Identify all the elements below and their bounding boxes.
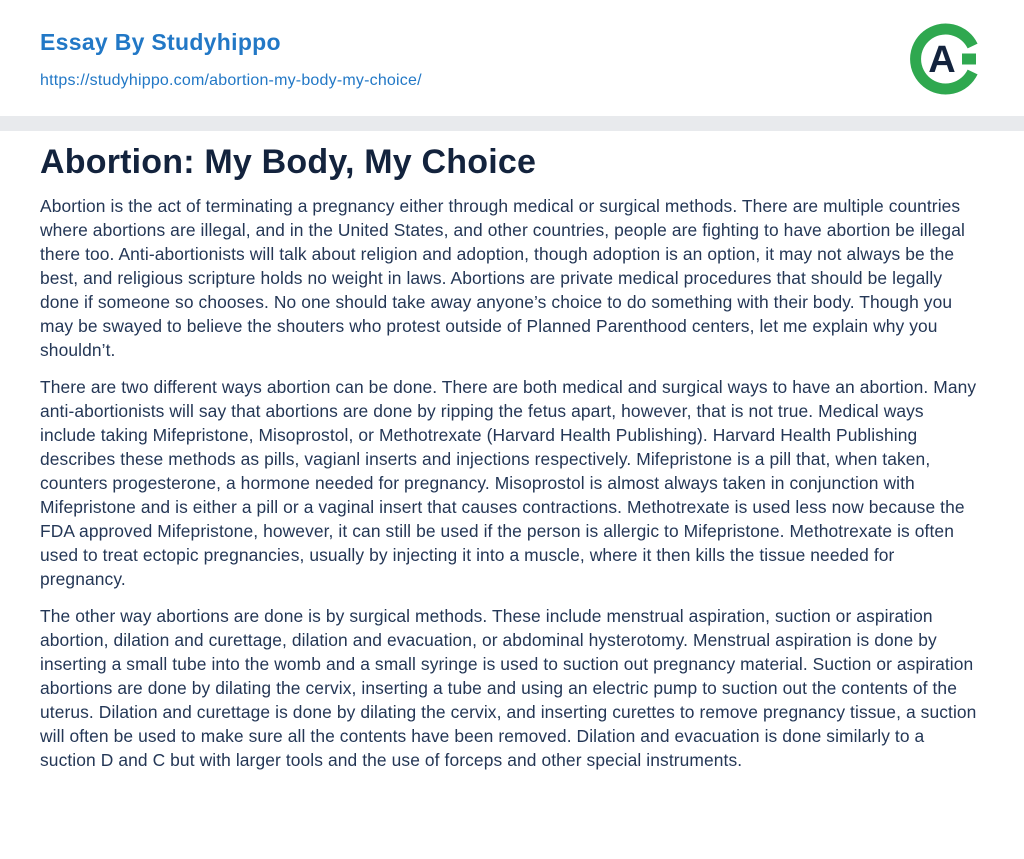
- logo-arc-stub: [962, 54, 976, 65]
- essay-paragraph-2: There are two different ways abortion can be done. There are both medical and surgical ways to have an abortion. Many anti-abortionists will say that abortions are done by ripping the fetus apart, however, that is not true. Medical ways include taking Mifepristone, Misoprostol, or Methotrexate (Harvard Health Publishing). Harvard Health Publishing describes these methods as pills, vagianl inserts and injections respectively. Mifepristone is a pill that, when taken, counters progesterone, a hormone needed for pregnancy. Misoprostol is almost always taken in conjunction with Mifepristone and is either a pill or a vaginal insert that causes contractions. Methotrexate is used less now because the FDA approved Mifepristone, however, it can still be used if the person is allergic to Mifepristone. Methotrexate is often used to treat ectopic pregnancies, usually by injecting it into a muscle, where it then kills the tissue needed for pregnancy.: [40, 377, 977, 589]
- site-title: Essay By Studyhippo: [40, 28, 281, 55]
- site-header: [0, 0, 1024, 116]
- essay-url-link[interactable]: https://studyhippo.com/abortion-my-body-my-choice/: [40, 71, 422, 89]
- essay-paragraph-3: The other way abortions are done is by surgical methods. These include menstrual aspiration, suction or aspiration abortion, dilation and curettage, dilation and evacuation, or abdominal hysterotomy. Menstrual aspiration is done by inserting a small tube into the womb and a small syringe is used to suction out pregnancy material. Suction or aspiration abortions are done by dilating the cervix, inserting a tube and using an electric pump to suction out the contents of the uterus. Dilation and curettage is done by dilating the cervix, and inserting curettes to remove pregnancy tissue, a suction will often be used to make sure all the contents have been removed. Dilation and evacuation is done similarly to a suction D and C but with larger tools and the use of forceps and other special instruments.: [40, 606, 977, 770]
- essay-content: [0, 131, 1024, 815]
- header-text: [40, 29, 422, 90]
- essay-title: Abortion: My Body, My Choice: [40, 143, 537, 181]
- logo-letter: A: [928, 39, 956, 81]
- essay-paragraph-1: Abortion is the act of terminating a pregnancy either through medical or surgical methods. There are multiple countries where abortions are illegal, and in the United States, and other countries, people are fighting to have abortion be illegal there too. Anti-abortionists will talk about religion and adoption, though adoption is an option, it may not always be the best, and religious scripture holds no weight in laws. Abortions are private medical procedures that should be legally done if someone so chooses. No one should take away anyone’s choice to do something with their body. Though you may be swayed to believe the shouters who protest outside of Planned Parenthood centers, let me explain why you shouldn’t.: [40, 196, 965, 360]
- studyhippo-logo-icon: [906, 20, 984, 98]
- divider-band: [0, 116, 1024, 131]
- studyhippo-logo[interactable]: [906, 20, 984, 98]
